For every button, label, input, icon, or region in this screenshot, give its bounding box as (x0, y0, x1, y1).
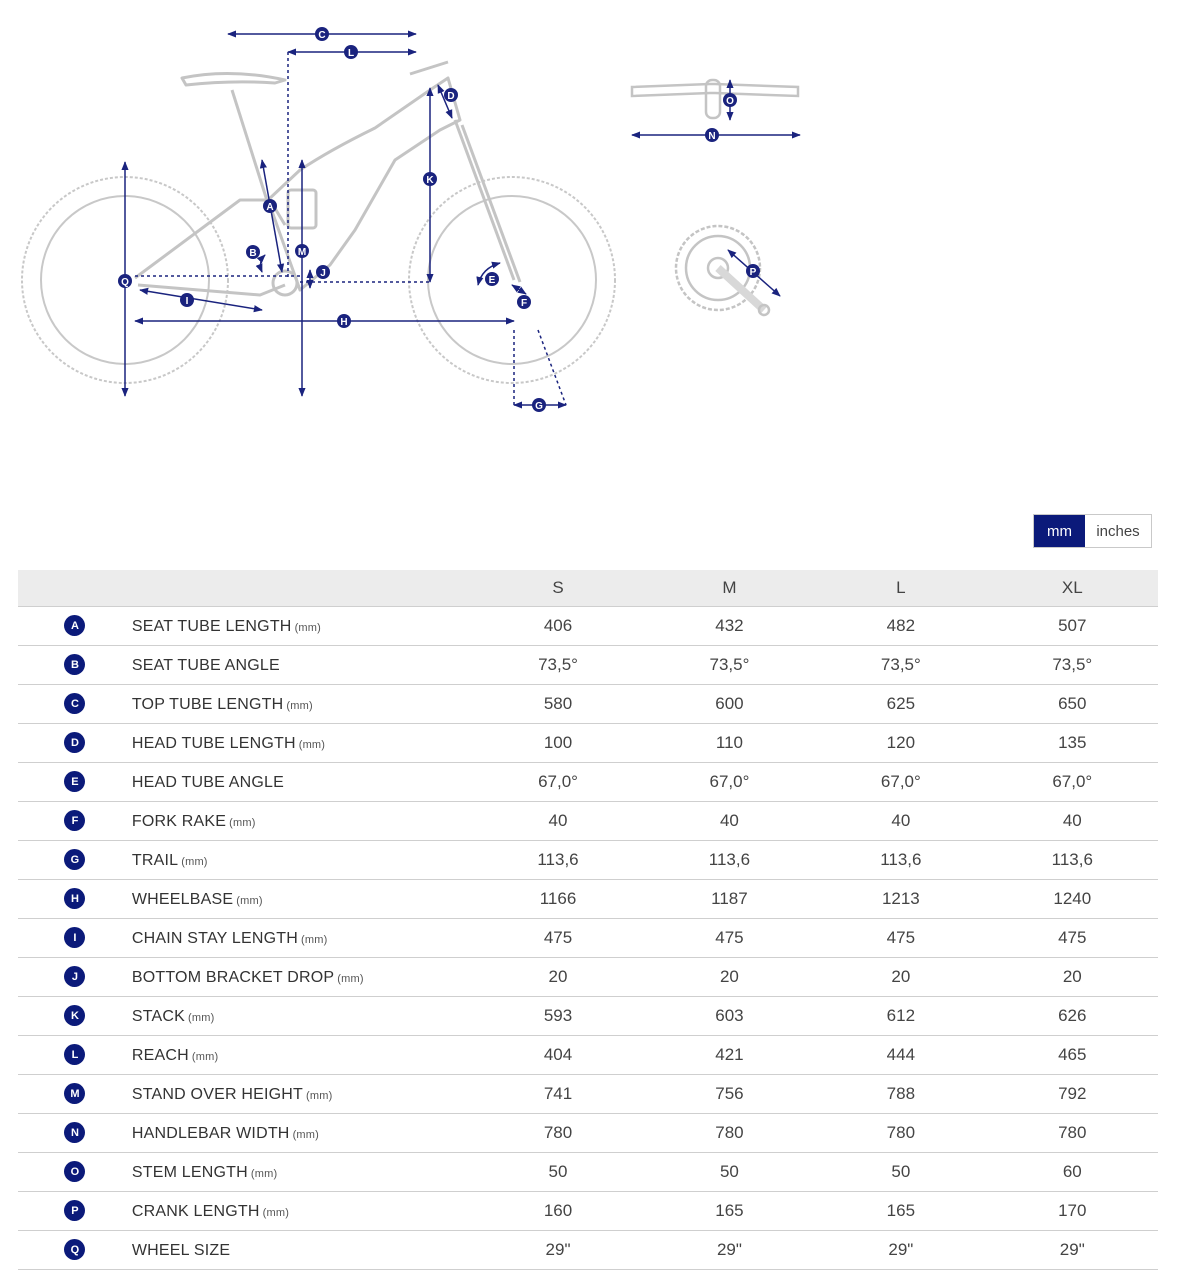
row-letter-badge: N (64, 1122, 85, 1143)
size-header-s: S (472, 570, 643, 606)
row-letter-badge: M (64, 1083, 85, 1104)
unit-inches-button[interactable]: inches (1085, 515, 1151, 547)
row-value: 20 (987, 957, 1158, 996)
svg-text:F: F (520, 298, 528, 309)
svg-text:K: K (426, 175, 434, 186)
row-value: 626 (987, 996, 1158, 1035)
svg-text:J: J (320, 268, 326, 279)
row-unit: (mm) (262, 1206, 290, 1219)
svg-text:Q: Q (121, 277, 129, 288)
row-value: 20 (815, 957, 986, 996)
row-label: HEAD TUBE ANGLE (131, 773, 284, 791)
row-value: 600 (644, 684, 815, 723)
row-letter-badge: D (64, 732, 85, 753)
row-value: 50 (815, 1152, 986, 1191)
row-unit: (mm) (236, 894, 263, 907)
row-label: FORK RAKE (131, 812, 227, 830)
row-letter-badge: L (64, 1044, 85, 1065)
row-value: 612 (815, 996, 986, 1035)
svg-text:N: N (708, 131, 716, 142)
svg-text:M: M (297, 247, 307, 258)
row-value: 165 (644, 1191, 815, 1230)
row-letter-badge: O (64, 1161, 85, 1182)
row-label: BOTTOM BRACKET DROP (131, 968, 335, 986)
svg-text:E: E (488, 275, 496, 286)
row-value: 475 (987, 918, 1158, 957)
row-label: HANDLEBAR WIDTH (131, 1124, 290, 1142)
row-value: 507 (987, 606, 1158, 645)
row-value: 475 (644, 918, 815, 957)
row-label: CRANK LENGTH (131, 1202, 260, 1220)
row-value: 29" (472, 1230, 643, 1269)
row-value: 165 (815, 1191, 986, 1230)
row-value: 788 (815, 1074, 986, 1113)
marker-k (423, 172, 437, 186)
row-value: 29" (644, 1230, 815, 1269)
row-letter-badge: G (64, 849, 85, 870)
row-value: 593 (472, 996, 643, 1035)
marker-c (315, 27, 329, 41)
row-value: 625 (815, 684, 986, 723)
marker-f (517, 295, 531, 309)
row-value: 113,6 (472, 840, 643, 879)
marker-p (746, 264, 760, 278)
table-row (18, 840, 1158, 879)
row-value: 40 (815, 801, 986, 840)
row-value: 465 (987, 1035, 1158, 1074)
svg-text:O: O (726, 96, 734, 107)
marker-o (723, 93, 737, 107)
row-label: SEAT TUBE LENGTH (131, 617, 292, 635)
row-label: HEAD TUBE LENGTH (131, 734, 296, 752)
row-value: 50 (644, 1152, 815, 1191)
row-value: 482 (815, 606, 986, 645)
row-value: 73,5° (472, 645, 643, 684)
marker-n (705, 128, 719, 142)
row-value: 135 (987, 723, 1158, 762)
row-value: 160 (472, 1191, 643, 1230)
row-value: 1187 (644, 879, 815, 918)
row-letter-badge: E (64, 771, 85, 792)
row-letter-badge: C (64, 693, 85, 714)
row-letter-badge: J (64, 966, 85, 987)
row-value: 1213 (815, 879, 986, 918)
table-row (18, 645, 1158, 684)
table-row (18, 879, 1158, 918)
row-letter-badge: I (64, 927, 85, 948)
table-row (18, 996, 1158, 1035)
svg-text:I: I (185, 296, 189, 307)
row-value: 444 (815, 1035, 986, 1074)
front-wheel (409, 177, 615, 383)
marker-l (344, 45, 358, 59)
table-row (18, 801, 1158, 840)
row-label: CHAIN STAY LENGTH (131, 929, 298, 947)
marker-j (316, 265, 330, 279)
row-unit: (mm) (250, 1167, 278, 1180)
row-value: 67,0° (472, 762, 643, 801)
row-value: 29" (987, 1230, 1158, 1269)
table-row (18, 1230, 1158, 1269)
row-value: 20 (472, 957, 643, 996)
table-row (18, 762, 1158, 801)
row-value: 40 (987, 801, 1158, 840)
row-value: 741 (472, 1074, 643, 1113)
row-value: 67,0° (987, 762, 1158, 801)
svg-text:G: G (535, 401, 543, 412)
row-value: 756 (644, 1074, 815, 1113)
row-value: 73,5° (987, 645, 1158, 684)
row-value: 113,6 (815, 840, 986, 879)
crankset-detail (676, 226, 780, 315)
row-value: 67,0° (644, 762, 815, 801)
row-letter-badge: F (64, 810, 85, 831)
marker-d (444, 88, 458, 102)
row-letter-badge: A (64, 615, 85, 636)
row-value: 29" (815, 1230, 986, 1269)
dimension-lines (125, 34, 566, 405)
row-unit: (mm) (286, 699, 313, 712)
table-row (18, 1074, 1158, 1113)
row-value: 1166 (472, 879, 643, 918)
marker-m (295, 244, 309, 258)
row-value: 120 (815, 723, 986, 762)
row-label: STACK (131, 1007, 186, 1025)
row-label: STAND OVER HEIGHT (131, 1085, 303, 1103)
unit-mm-button[interactable]: mm (1034, 515, 1085, 547)
row-value: 421 (644, 1035, 815, 1074)
svg-text:C: C (318, 30, 326, 41)
handlebar-detail (632, 80, 800, 135)
row-unit: (mm) (181, 855, 208, 868)
table-row (18, 723, 1158, 762)
marker-h (337, 314, 351, 328)
table-header-row (18, 570, 1158, 606)
row-label: SEAT TUBE ANGLE (131, 656, 280, 674)
row-value: 404 (472, 1035, 643, 1074)
row-unit: (mm) (306, 1089, 333, 1102)
svg-text:P: P (749, 267, 757, 278)
row-value: 67,0° (815, 762, 986, 801)
row-value: 40 (472, 801, 643, 840)
svg-text:L: L (347, 48, 355, 59)
row-value: 100 (472, 723, 643, 762)
table-row (18, 606, 1158, 645)
table-row (18, 918, 1158, 957)
row-unit: (mm) (298, 738, 326, 751)
row-unit: (mm) (300, 933, 328, 946)
bike-frame (135, 62, 520, 295)
unit-toggle (1033, 514, 1152, 548)
row-value: 40 (644, 801, 815, 840)
row-unit: (mm) (191, 1050, 219, 1063)
row-value: 780 (472, 1113, 643, 1152)
row-letter-badge: H (64, 888, 85, 909)
row-label: TOP TUBE LENGTH (131, 695, 284, 713)
marker-a (263, 199, 277, 213)
row-value: 650 (987, 684, 1158, 723)
row-value: 603 (644, 996, 815, 1035)
row-letter-badge: Q (64, 1239, 85, 1260)
row-value: 73,5° (815, 645, 986, 684)
row-value: 475 (815, 918, 986, 957)
table-row (18, 1035, 1158, 1074)
marker-q (118, 274, 132, 288)
row-value: 792 (987, 1074, 1158, 1113)
row-label: WHEELBASE (131, 890, 234, 908)
row-unit: (mm) (229, 816, 256, 829)
row-value: 60 (987, 1152, 1158, 1191)
row-value: 406 (472, 606, 643, 645)
row-value: 20 (644, 957, 815, 996)
row-unit: (mm) (294, 621, 322, 634)
row-label: REACH (131, 1046, 189, 1064)
row-value: 110 (644, 723, 815, 762)
row-value: 780 (987, 1113, 1158, 1152)
size-header-m: M (644, 570, 815, 606)
marker-g (532, 398, 546, 412)
row-value: 73,5° (644, 645, 815, 684)
row-unit: (mm) (292, 1128, 320, 1141)
row-unit: (mm) (188, 1011, 215, 1024)
size-header-xl: XL (987, 570, 1158, 606)
row-label: TRAIL (131, 851, 179, 869)
table-row (18, 1152, 1158, 1191)
table-row (18, 684, 1158, 723)
row-label: WHEEL SIZE (131, 1241, 231, 1259)
marker-i (180, 293, 194, 307)
geometry-table (18, 570, 1158, 1270)
row-value: 475 (472, 918, 643, 957)
svg-text:B: B (249, 248, 257, 259)
marker-e (485, 272, 499, 286)
row-letter-badge: B (64, 654, 85, 675)
row-value: 1240 (987, 879, 1158, 918)
bike-geometry-diagram (0, 0, 1188, 470)
table-row (18, 957, 1158, 996)
row-value: 780 (815, 1113, 986, 1152)
row-value: 170 (987, 1191, 1158, 1230)
table-row (18, 1191, 1158, 1230)
row-letter-badge: K (64, 1005, 85, 1026)
svg-text:A: A (266, 202, 274, 213)
row-value: 50 (472, 1152, 643, 1191)
row-value: 432 (644, 606, 815, 645)
table-row (18, 1113, 1158, 1152)
row-label: STEM LENGTH (131, 1163, 248, 1181)
size-header-l: L (815, 570, 986, 606)
row-unit: (mm) (337, 972, 364, 985)
row-value: 113,6 (644, 840, 815, 879)
svg-text:D: D (447, 91, 455, 102)
row-value: 580 (472, 684, 643, 723)
row-value: 780 (644, 1113, 815, 1152)
row-value: 113,6 (987, 840, 1158, 879)
svg-text:H: H (340, 317, 348, 328)
marker-b (246, 245, 260, 259)
row-letter-badge: P (64, 1200, 85, 1221)
